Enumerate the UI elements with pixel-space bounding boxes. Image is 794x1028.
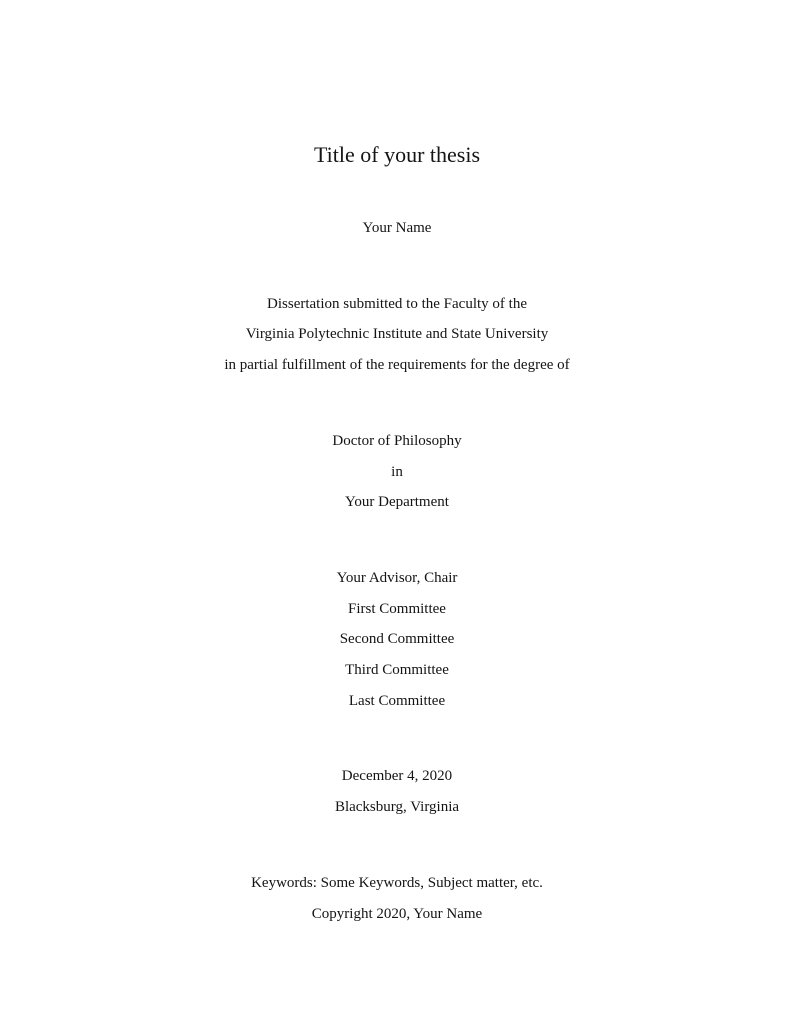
author-name: Your Name (362, 220, 432, 236)
committee-member: First Committee (348, 600, 446, 617)
submission-line: Dissertation submitted to the Faculty of the (267, 295, 527, 312)
committee-member: Second Committee (339, 631, 455, 648)
thesis-title: Title of your thesis (313, 142, 481, 167)
defense-location: Blacksburg, Virginia (334, 799, 460, 816)
submission-statement (0, 289, 794, 381)
copyright-line: Copyright 2020, Your Name (311, 905, 483, 922)
submission-line: Virginia Polytechnic Institute and State University (245, 326, 549, 343)
defense-date: December 4, 2020 (341, 768, 453, 785)
submission-line: in partial fulfillment of the requirements for the degree of (224, 357, 570, 374)
date-location (0, 761, 794, 822)
committee-member-chair: Your Advisor, Chair (336, 569, 458, 586)
committee-member: Last Committee (348, 692, 446, 709)
degree-statement (0, 426, 794, 518)
degree-department: Your Department (345, 494, 449, 511)
degree-in: in (391, 463, 403, 480)
degree-name: Doctor of Philosophy (332, 432, 462, 449)
committee-member: Third Committee (345, 662, 449, 679)
committee-list (0, 563, 794, 717)
keywords-copyright (0, 868, 794, 929)
keywords-line: Keywords: Some Keywords, Subject matter, etc. (251, 874, 543, 891)
